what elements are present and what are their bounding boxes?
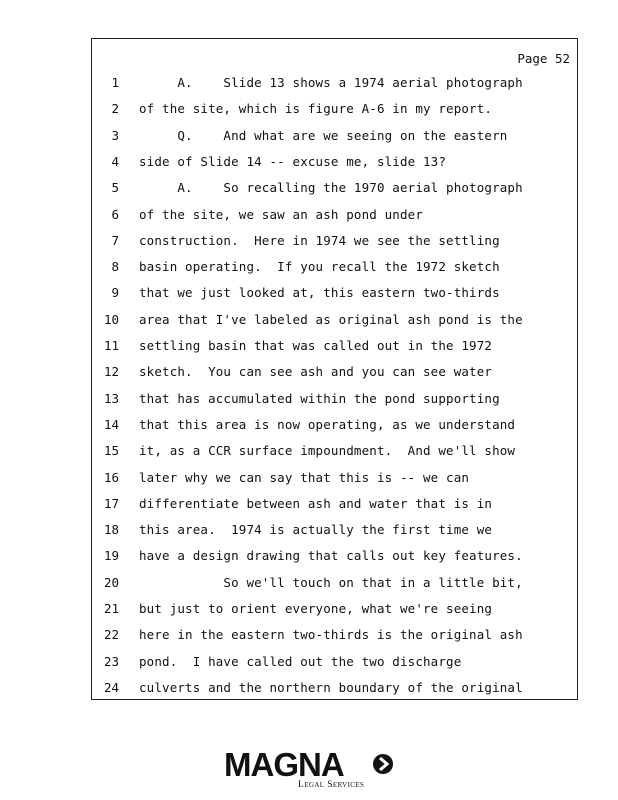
logo-subtitle: Legal Services bbox=[298, 780, 365, 790]
line-text: later why we can say that this is -- we can bbox=[139, 469, 470, 485]
transcript-line bbox=[92, 680, 577, 706]
line-number: 1 bbox=[111, 75, 119, 90]
line-number: 7 bbox=[111, 232, 119, 248]
line-number: 2 bbox=[111, 101, 119, 117]
transcript-line bbox=[92, 391, 577, 417]
line-text: but just to orient everyone, what we're seeing bbox=[139, 601, 493, 616]
line-text: of the site, which is figure A-6 in my report. bbox=[139, 101, 493, 117]
line-number: 21 bbox=[103, 601, 119, 616]
transcript-line bbox=[92, 627, 577, 653]
transcript-line bbox=[92, 259, 577, 285]
transcript-line bbox=[92, 154, 577, 180]
line-text: that we just looked at, this eastern two-thirds bbox=[139, 285, 500, 301]
line-number: 23 bbox=[103, 653, 119, 669]
line-text: Q. And what are we seeing on the eastern bbox=[139, 127, 508, 143]
line-text: area that I've labeled as original ash pond is the bbox=[139, 311, 523, 327]
transcript-line bbox=[92, 233, 577, 259]
transcript-line bbox=[92, 522, 577, 548]
line-text: this area. 1974 is actually the first time we bbox=[139, 522, 493, 538]
line-number: 8 bbox=[111, 259, 119, 275]
line-number: 20 bbox=[103, 574, 119, 590]
line-text: A. Slide 13 shows a 1974 aerial photograph bbox=[139, 75, 523, 90]
page-number: Page 52 bbox=[517, 51, 570, 66]
line-text: So we'll touch on that in a little bit, bbox=[139, 574, 523, 590]
line-text: construction. Here in 1974 we see the settling bbox=[139, 232, 500, 248]
line-text: side of Slide 14 -- excuse me, slide 13? bbox=[139, 153, 447, 169]
line-text: that this area is now operating, as we understand bbox=[139, 416, 516, 432]
transcript-line bbox=[92, 601, 577, 627]
line-text: here in the eastern two-thirds is the original ash bbox=[139, 627, 523, 643]
line-text: pond. I have called out the two discharge bbox=[139, 653, 462, 669]
transcript-line bbox=[92, 496, 577, 522]
line-text: of the site, we saw an ash pond under bbox=[139, 206, 423, 222]
transcript-line bbox=[92, 338, 577, 364]
line-text: sketch. You can see ash and you can see water bbox=[139, 364, 493, 380]
transcript-line bbox=[92, 128, 577, 154]
line-text: differentiate between ash and water that is in bbox=[139, 495, 493, 511]
line-number: 19 bbox=[103, 548, 119, 564]
line-text: settling basin that was called out in the 1972 bbox=[139, 338, 493, 353]
line-number: 11 bbox=[103, 338, 119, 353]
transcript-line bbox=[92, 443, 577, 469]
arrow-circle-icon bbox=[372, 753, 394, 775]
line-text: culverts and the northern boundary of the original bbox=[139, 679, 523, 695]
line-text: A. So recalling the 1970 aerial photograph bbox=[139, 180, 523, 196]
transcript-page bbox=[91, 38, 578, 700]
line-number: 9 bbox=[111, 285, 119, 301]
line-text: have a design drawing that calls out key features. bbox=[139, 548, 523, 564]
transcript-line bbox=[92, 207, 577, 233]
transcript-line bbox=[92, 654, 577, 680]
line-text: that has accumulated within the pond supporting bbox=[139, 390, 500, 406]
line-number: 18 bbox=[103, 522, 119, 538]
transcript-line bbox=[92, 417, 577, 443]
line-number: 22 bbox=[103, 627, 119, 643]
line-number: 13 bbox=[103, 390, 119, 406]
transcript-line bbox=[92, 285, 577, 311]
transcript-line bbox=[92, 575, 577, 601]
transcript-line bbox=[92, 364, 577, 390]
transcript-line bbox=[92, 101, 577, 127]
logo-wordmark: MAGNA bbox=[224, 746, 344, 783]
line-number: 10 bbox=[103, 311, 119, 327]
line-number: 24 bbox=[103, 679, 119, 695]
transcript-line bbox=[92, 470, 577, 496]
line-text: it, as a CCR surface impoundment. And we'll show bbox=[139, 443, 516, 459]
line-number: 17 bbox=[103, 495, 119, 511]
transcript-line bbox=[92, 548, 577, 574]
line-number: 6 bbox=[111, 206, 119, 222]
transcript-line bbox=[92, 180, 577, 206]
line-number: 15 bbox=[103, 443, 119, 459]
transcript-line bbox=[92, 312, 577, 338]
magna-logo bbox=[224, 748, 394, 794]
line-number: 4 bbox=[111, 153, 119, 169]
line-number: 3 bbox=[111, 127, 119, 143]
line-number: 12 bbox=[103, 364, 119, 380]
transcript-line bbox=[92, 75, 577, 101]
line-text: basin operating. If you recall the 1972 sketch bbox=[139, 259, 500, 275]
line-number: 16 bbox=[103, 469, 119, 485]
line-number: 5 bbox=[111, 180, 119, 196]
line-number: 14 bbox=[103, 416, 119, 432]
